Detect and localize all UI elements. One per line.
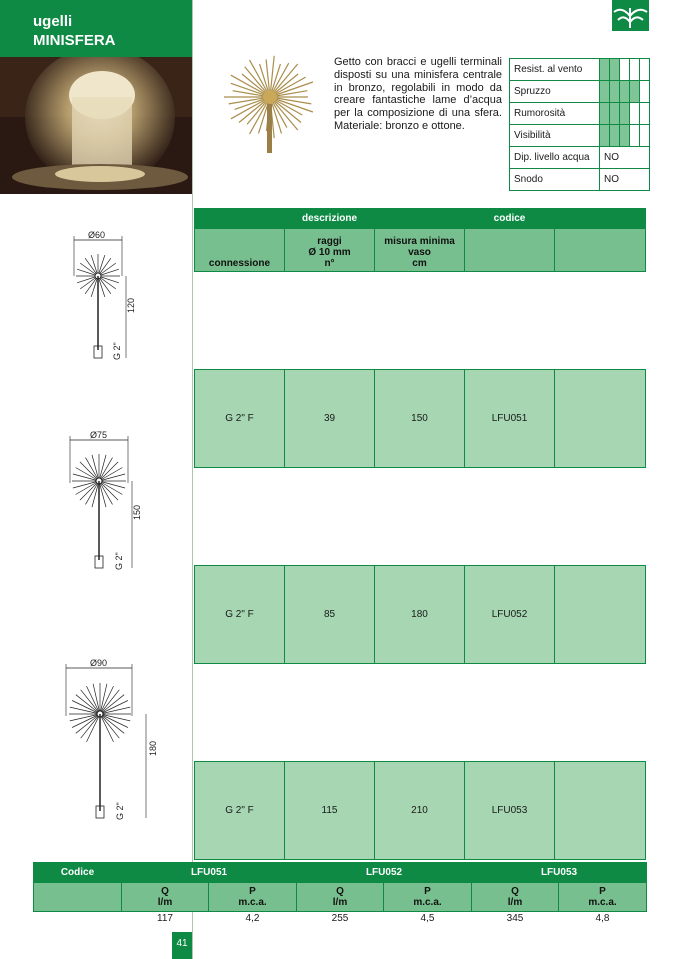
flow-sub-p [559,883,647,912]
flow-sub-p-label: P [599,886,606,897]
flow-sub-q [297,883,384,912]
col-misura-line: misura minima [384,236,455,247]
technical-drawing [60,428,160,573]
col-raggi-line: Ø 10 mm [308,247,351,258]
rating-segment [610,81,620,103]
rating-segment [640,81,650,103]
rating-label: Visibilità [510,125,600,147]
nozzle-photo [218,53,322,157]
cell-connessione: G 2" F [195,566,285,664]
drawing-thread-label: G 2" [115,802,125,820]
cell-connessione: G 2" F [195,370,285,468]
attribute-label: Snodo [510,169,600,191]
flow-sub-q-label: Q [161,886,169,897]
flow-sub-q-unit: l/m [332,897,348,908]
drawing-thread-label: G 2" [114,552,124,570]
rating-segment [600,81,610,103]
flow-sub-q-label: Q [336,886,344,897]
cell-empty [555,762,646,860]
rating-segment [610,103,620,125]
rating-row [510,103,650,125]
flow-label: Codice [34,863,122,883]
cell-empty [555,370,646,468]
table-row [195,762,646,860]
col-connessione: connessione [195,229,285,272]
cell-codice: LFU052 [465,566,555,664]
vertical-divider [192,0,193,850]
title-line-2: MINISFERA [33,32,116,49]
col-raggi-line: raggi [317,236,342,247]
rating-row [510,59,650,81]
flow-code: LFU053 [472,863,647,883]
flow-cell-q: 117 [157,913,173,924]
flow-sub-p-unit: m.c.a. [588,897,617,908]
flow-table [33,862,647,925]
cell-misura: 180 [375,566,465,664]
rating-segment [600,103,610,125]
col-misura [375,229,465,272]
rating-segment [620,103,630,125]
ratings-table [509,58,650,191]
table-row [195,370,646,468]
flow-code: LFU052 [297,863,472,883]
cell-misura: 150 [375,370,465,468]
rating-segment [630,125,640,147]
cell-empty [555,566,646,664]
flow-sub-q-label: Q [511,886,519,897]
flow-sub-p-unit: m.c.a. [238,897,267,908]
flow-cell-p: 4,5 [420,913,435,924]
cell-raggi: 39 [285,370,375,468]
header-empty [555,209,646,229]
drawing-thread-label: G 2" [112,342,122,360]
cell-connessione: G 2" F [195,762,285,860]
technical-drawing [60,228,160,368]
flow-sub-q [122,883,209,912]
cell-misura: 210 [375,762,465,860]
cell-codice: LFU053 [465,762,555,860]
page-number: 41 [176,938,188,949]
rating-segment [620,125,630,147]
drawing-height-label: 120 [126,297,136,313]
drawing-height-label: 180 [148,740,158,756]
rating-segment [610,59,620,81]
flow-cell-p: 4,8 [595,913,610,924]
flow-sub-p-label: P [249,886,256,897]
attribute-value: NO [600,147,650,169]
drawing-diameter-label: Ø75 [90,430,108,440]
col-raggi [285,229,375,272]
flow-code: LFU051 [122,863,297,883]
attribute-row [510,169,650,191]
flow-cell-q: 255 [331,913,349,924]
col-codice [465,229,555,272]
rating-segment [640,125,650,147]
attribute-value: NO [600,169,650,191]
col-raggi-line: n° [324,258,335,269]
cell-raggi: 85 [285,566,375,664]
flow-sub-q-unit: l/m [157,897,173,908]
cell-raggi: 115 [285,762,375,860]
rating-segment [600,59,610,81]
flow-cell-p: 4,2 [245,913,260,924]
header-codice: codice [465,209,555,229]
rating-segment [620,81,630,103]
flow-cell-empty [34,912,122,926]
flow-sub-p-label: P [424,886,431,897]
title-line-1: ugelli [33,13,73,30]
rating-segment [630,59,640,81]
flow-values-row [34,912,647,926]
flow-sub-q [472,883,559,912]
table-row [195,566,646,664]
cell-codice: LFU051 [465,370,555,468]
rating-label: Spruzzo [510,81,600,103]
flow-sub-p-unit: m.c.a. [413,897,442,908]
col-misura-line: cm [412,258,427,269]
attribute-label: Dip. livello acqua [510,147,600,169]
rating-row [510,125,650,147]
rating-segment [620,59,630,81]
technical-drawing [60,656,170,826]
attribute-row [510,147,650,169]
col-misura-line: vaso [408,247,431,258]
drawing-diameter-label: Ø90 [90,658,108,668]
header-descrizione: descrizione [195,209,465,229]
rating-label: Resist. al vento [510,59,600,81]
rating-label: Rumorosità [510,103,600,125]
rating-row [510,81,650,103]
product-description: Getto con bracci e ugelli terminali disposti su una minisfera centrale in bronzo, regolabili in modo da creare fantastiche lame d’acqua per la composizione di una sfera. Materiale: bronzo e ottone. [334,56,502,132]
rating-segment [640,59,650,81]
rating-segment [640,103,650,125]
product-table [194,208,646,860]
drawing-height-label: 150 [132,504,142,520]
brand-logo [612,0,649,31]
rating-segment [630,103,640,125]
fountain-photo [0,57,192,194]
rating-segment [630,81,640,103]
flow-sub-p [209,883,297,912]
flow-sub-q-unit: l/m [507,897,523,908]
flow-cell-q: 345 [506,913,524,924]
drawing-diameter-label: Ø60 [88,230,106,240]
flow-sub-p [384,883,472,912]
rating-segment [600,125,610,147]
flow-sub-empty [34,883,122,912]
rating-segment [610,125,620,147]
col-extra [555,229,646,272]
